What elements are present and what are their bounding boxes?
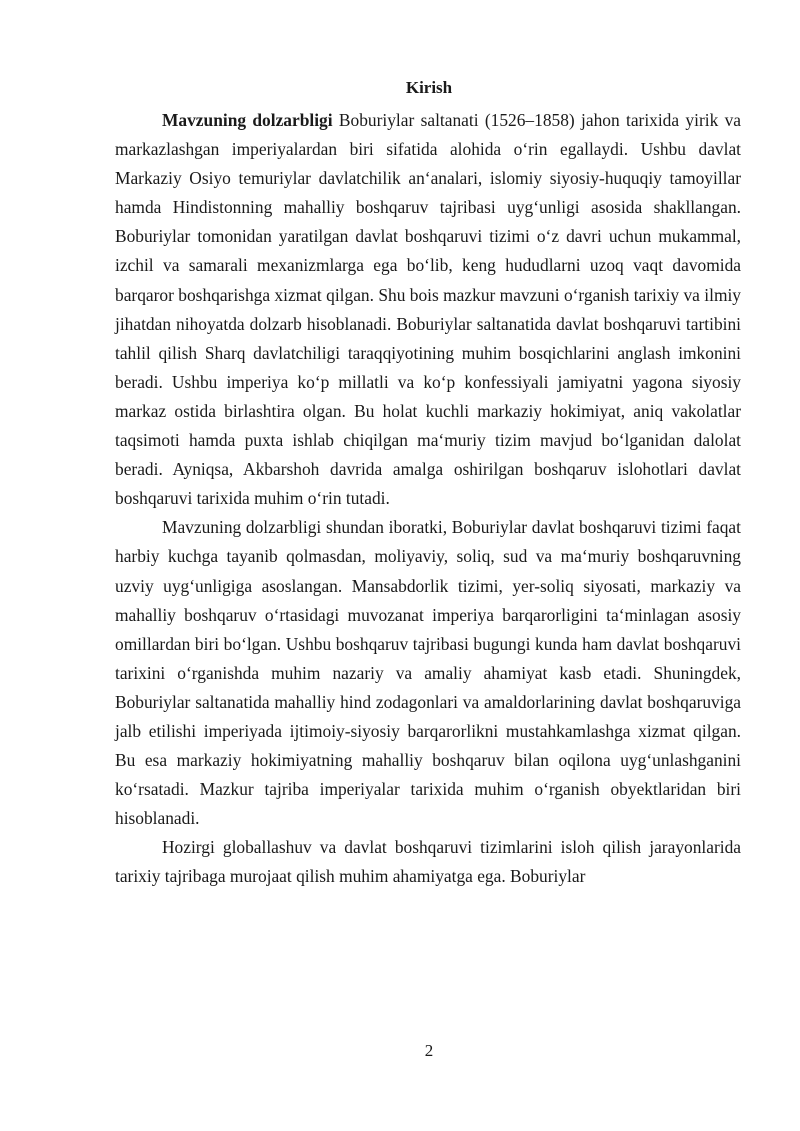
paragraph-3	[115, 833, 741, 891]
paragraph-2-text: Mavzuning dolzarbligi shundan iboratki, Boburiylar davlat boshqaruvi tizimi faqat harbiy kuchga tayanib qolmasdan, moliyaviy, soliq, sud va maʻmuriy boshqaruvning uzviy uygʻunligiga asoslangan. Mansabdorlik tizimi, yer-soliq siyosati, markaziy va mahalliy boshqaruv oʻrtasidagi muvozanat imperiya barqarorligini taʻminlagan asosiy omillardan biri boʻlgan. Ushbu boshqaruv tajribasi bugungi kunda ham davlat boshqaruvi tarixini oʻrganishda muhim nazariy va amaliy ahamiyat kasb etadi. Shuningdek, Boburiylar saltanatida mahalliy hind zodagonlari va amaldorlarining davlat boshqaruviga jalb etilishi imperiyada ijtimoiy-siyosiy barqarorlikni mustahkamlashga xizmat qilgan. Bu esa markaziy hokimiyatning mahalliy boshqaruv bilan oqilona uygʻunlashganini koʻrsatadi. Mazkur tajriba imperiyalar tarixida muhim oʻrganish obyektlaridan biri hisoblanadi.	[115, 517, 741, 829]
section-heading: Kirish	[405, 78, 453, 97]
page-number: 2	[424, 1041, 434, 1060]
paragraph-1	[115, 106, 741, 513]
paragraph-1-text: Boburiylar saltanati (1526–1858) jahon tarixida yirik va markazlashgan imperiyalardan biri sifatida alohida oʻrin egallaydi. Ushbu davlat Markaziy Osiyo temuriylar davlatchilik anʻanalari, islomiy siyosiy-huquqiy tamoyillar hamda Hindistonning mahalliy boshqaruv tajribasi uygʻunligi asosida shakllangan. Boburiylar tomonidan yaratilgan davlat boshqaruvi tizimi oʻz davri uchun mukammal, izchil va samarali mexanizmlarga ega boʻlib, keng hududlarni uzoq vaqt davomida barqaror boshqarishga xizmat qilgan. Shu bois mazkur mavzuni oʻrganish tarixiy va ilmiy jihatdan nihoyatda dolzarb hisoblanadi. Boburiylar saltanatida davlat boshqaruvi tartibini tahlil qilish Sharq davlatchiligi taraqqiyotining muhim bosqichlarini anglash imkonini beradi. Ushbu imperiya koʻp millatli va koʻp konfessiyali jamiyatni yagona siyosiy markaz ostida birlashtira olgan. Bu holat kuchli markaziy hokimiyat, aniq vakolatlar taqsimoti hamda puxta ishlab chiqilgan maʻmuriy tizim mavjud boʻlganidan dalolat beradi. Ayniqsa, Akbarshoh davrida amalga oshirilgan boshqaruv islohotlari davlat boshqaruvi tarixida muhim oʻrin tutadi.	[115, 110, 742, 509]
body-text	[115, 106, 741, 892]
paragraph-2	[115, 513, 741, 833]
paragraph-3-text: Hozirgi globallashuv va davlat boshqaruvi tizimlarini isloh qilish jarayonlarida tarixiy tajribaga murojaat qilish muhim ahamiyatga ega. Boburiylar	[115, 837, 741, 887]
paragraph-1-lead: Mavzuning dolzarbligi	[162, 110, 333, 130]
